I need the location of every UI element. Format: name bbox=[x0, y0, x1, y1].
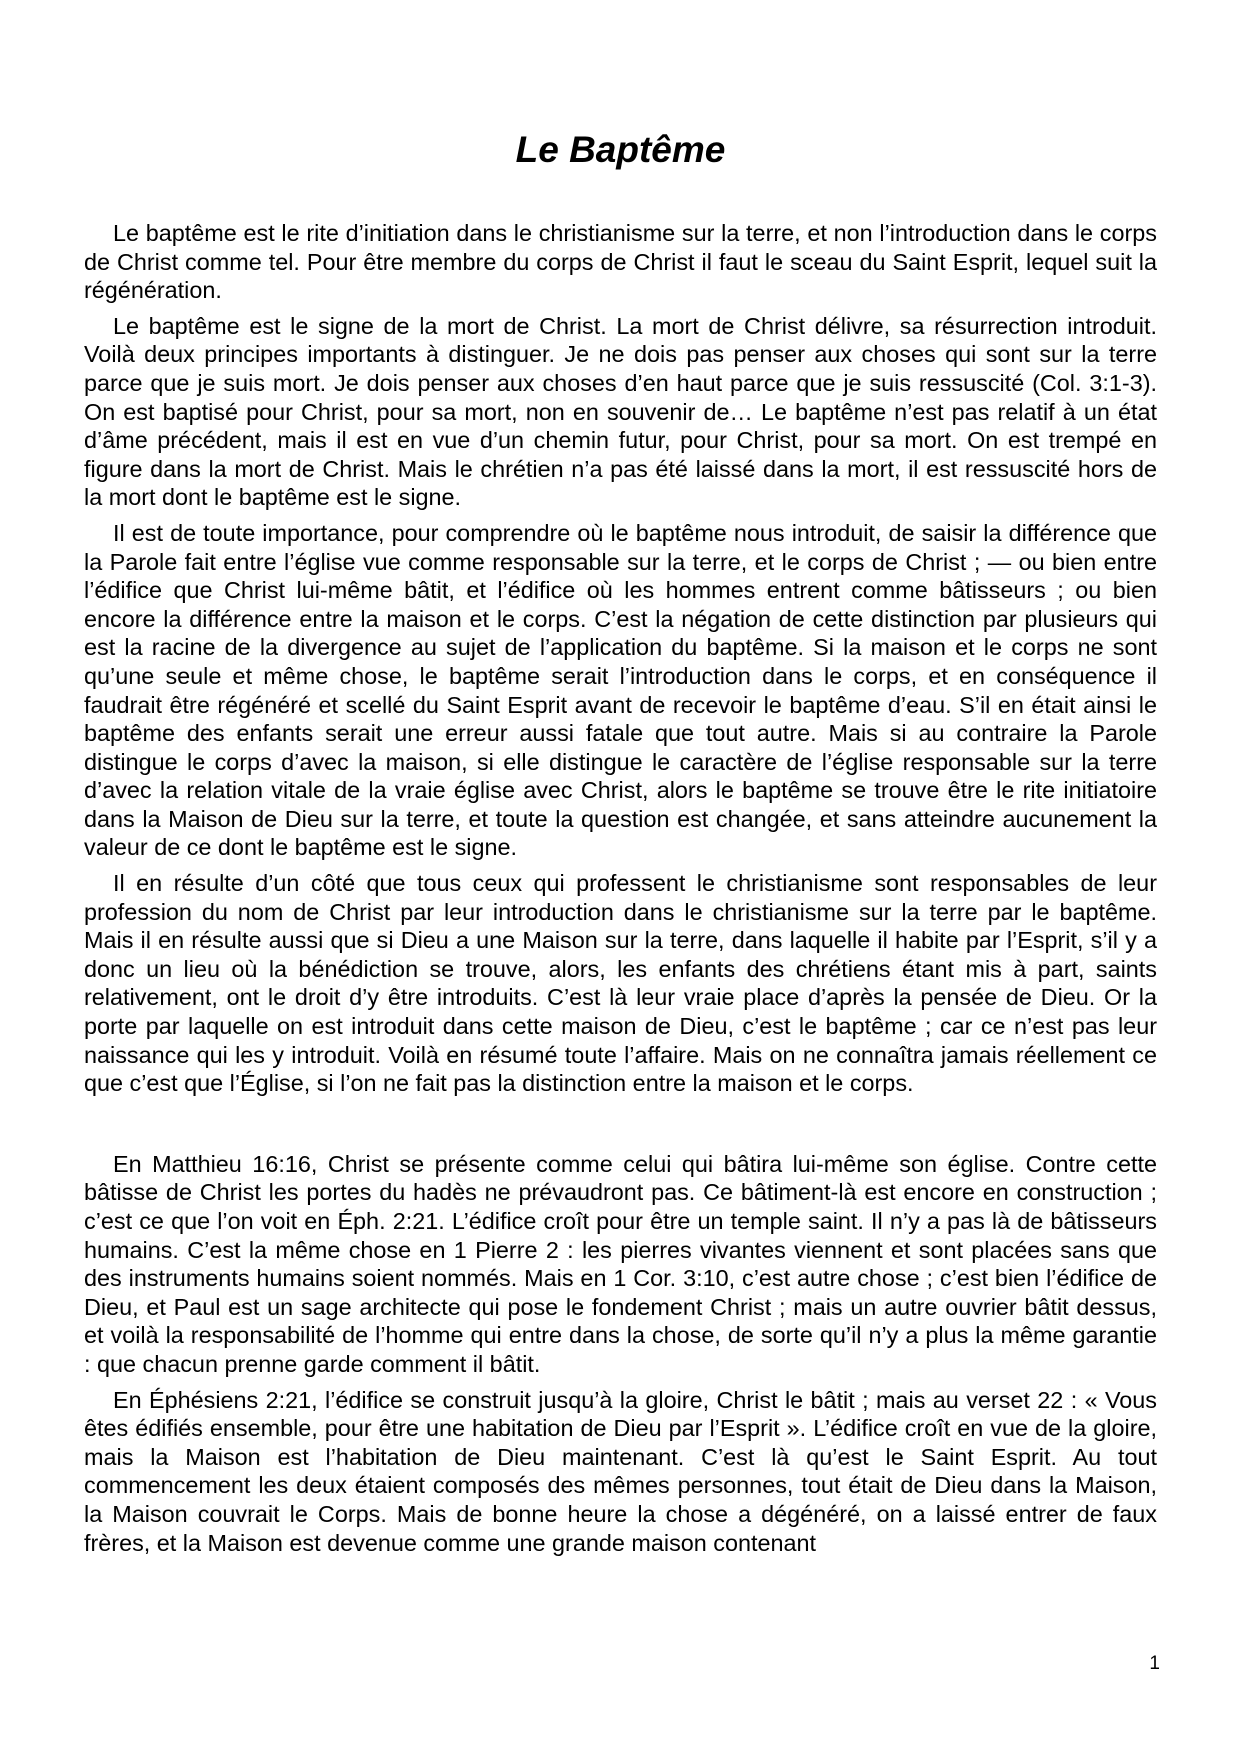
document-body bbox=[84, 219, 1157, 1564]
paragraph-5: En Matthieu 16:16, Christ se présente comme celui qui bâtira lui-même son église. Contre cette bâtisse de Christ les portes du hadès ne prévaudront pas. Ce bâtiment-là est encore en construction ; c’est ce que l’on voit en Éph. 2:21. L’édifice croît pour être un temple saint. Il n’y a pas là de bâtisseurs humains. C’est la même chose en 1 Pierre 2 : les pierres vivantes viennent et sont placées sans que des instruments humains soient nommés. Mais en 1 Cor. 3:10, c’est autre chose ; c’est bien l’édifice de Dieu, et Paul est un sage architecte qui pose le fondement Christ ; mais un autre ouvrier bâtit dessus, et voilà la responsabilité de l’homme qui entre dans la chose, de sorte qu’il n’y a plus la même garantie : que chacun prenne garde comment il bâtit. bbox=[84, 1150, 1157, 1377]
page-title: Le Baptême bbox=[515, 129, 726, 170]
paragraph-1: Le baptême est le rite d’initiation dans le christianisme sur la terre, et non l’introduction dans le corps de Christ comme tel. Pour être membre du corps de Christ il faut le sceau du Saint Esprit, lequel suit la régénération. bbox=[84, 220, 1157, 304]
paragraph-4: Il en résulte d’un côté que tous ceux qui professent le christianisme sont responsables de leur profession du nom de Christ par leur introduction dans le christianisme sur la terre par le baptême. Mais il en résulte aussi que si Dieu a une Maison sur la terre, dans laquelle il habite par l’Esprit, s’il y a donc un lieu où la bénédiction se trouve, alors, les enfants des chrétiens étant mis à part, saints relativement, ont le droit d’y être introduits. C’est là leur vraie place d’après la pensée de Dieu. Or la porte par laquelle on est introduit dans cette maison de Dieu, c’est le baptême ; car ce n’est pas leur naissance qui les y introduit. Voilà en résumé toute l’affaire. Mais on ne connaîtra jamais réellement ce que c’est que l’Église, si l’on ne fait pas la distinction entre la maison et le corps. bbox=[84, 870, 1157, 1097]
paragraph-6: En Éphésiens 2:21, l’édifice se construit jusqu’à la gloire, Christ le bâtit ; mais au verset 22 : « Vous êtes édifiés ensemble, pour être une habitation de Dieu par l’Esprit ». L’édifice croît en vue de la gloire, mais la Maison est l’habitation de Dieu maintenant. C’est là qu’est le Saint Esprit. Au tout commencement les deux étaient composés des mêmes personnes, tout était de Dieu dans la Maison, la Maison couvrait le Corps. Mais de bonne heure la chose a dégénéré, on a laissé entrer de faux frères, et la Maison est devenue comme une grande maison contenant bbox=[84, 1386, 1157, 1556]
paragraph-2: Le baptême est le signe de la mort de Christ. La mort de Christ délivre, sa résurrection introduit. Voilà deux principes importants à distinguer. Je ne dois pas penser aux choses qui sont sur la terre parce que je suis mort. Je dois penser aux choses d’en haut parce que je suis ressuscité (Col. 3:1-3). On est baptisé pour Christ, pour sa mort, non en souvenir de… Le baptême n’est pas relatif à un état d’âme précédent, mais il est en vue d’un chemin futur, pour Christ, pour sa mort. On est trempé en figure dans la mort de Christ. Mais le chrétien n’a pas été laissé dans la mort, il est ressuscité hors de la mort dont le baptême est le signe. bbox=[84, 312, 1157, 511]
paragraph-3: Il est de toute importance, pour comprendre où le baptême nous introduit, de saisir la différence que la Parole fait entre l’église vue comme responsable sur la terre, et le corps de Christ ; — ou bien entre l’édifice que Christ lui-même bâtit, et l’édifice où les hommes entrent comme bâtisseurs ; ou bien encore la différence entre la maison et le corps. C’est la négation de cette distinction par plusieurs qui est la racine de la divergence au sujet de l’application du baptême. Si la maison et le corps ne sont qu’une seule et même chose, le baptême serait l’introduction dans le corps, et en conséquence il faudrait être régénéré et scellé du Saint Esprit avant de recevoir le baptême d’eau. S’il en était ainsi le baptême des enfants serait une erreur aussi fatale que tout autre. Mais si au contraire la Parole distingue le corps d’avec la maison, si elle distingue le caractère de l’église responsable sur la terre d’avec la relation vitale de la vraie église avec Christ, alors le baptême se trouve être le rite initiatoire dans la Maison de Dieu sur la terre, et toute la question est changée, et sans atteindre aucunement la valeur de ce dont le baptême est le signe. bbox=[84, 519, 1157, 861]
page-number: 1 bbox=[1149, 1653, 1160, 1674]
